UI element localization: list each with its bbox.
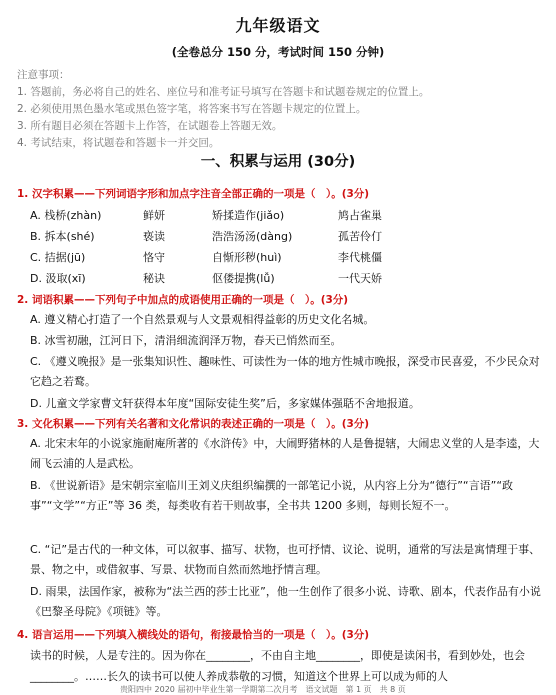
section-title: 一、积累与运用 (30分) bbox=[200, 154, 356, 170]
q1-cell: 秘诀 bbox=[143, 272, 165, 285]
question-3-stem: 3. 文化积累——下列有关名著和文化常识的表述正确的一项是（ ）。(3分) bbox=[17, 418, 370, 430]
q3-option: C. “记”是古代的一种文体，可以叙事、描写、状物，也可抒情、议论、说明，通常的写法是寓情理于事、景、物之中，或借叙事、写景、状物而自然而然地抒情言理。 bbox=[30, 543, 541, 576]
q1-cell: 恪守 bbox=[143, 251, 165, 264]
q1-cell: 一代天娇 bbox=[338, 272, 382, 285]
q1-cell: 自惭形秽(huì) bbox=[212, 251, 282, 264]
q2-option: D. 儿童文学家曹文轩获得本年度“国际安徒生奖”后，多家媒体强聒不舍地报道。 bbox=[30, 397, 420, 410]
q1-cell: D. 汲取(xī) bbox=[30, 272, 86, 285]
q1-cell: A. 栈桥(zhàn) bbox=[30, 209, 102, 222]
question-2-stem: 2. 词语积累——下列句子中加点的成语使用正确的一项是（ ）。(3分) bbox=[17, 294, 349, 306]
q1-cell: 鸠占雀巢 bbox=[338, 209, 382, 222]
q3-option: D. 雨果，法国作家，被称为“法兰西的莎士比亚”，他一生创作了很多小说、诗歌、剧本，代表作品有小说《巴黎圣母院》《项链》等。 bbox=[30, 585, 541, 618]
q1-cell: B. 拆本(shé) bbox=[30, 230, 95, 243]
note-item: 2. 必须使用黑色墨水笔或黑色签字笔，将答案书写在答题卡规定的位置上。 bbox=[17, 103, 367, 115]
q3-option: A. 北宋末年的小说家施耐庵所著的《水浒传》中，大闹野猪林的人是鲁提辖，大闹忠义堂的人是李逵，大闹飞云浦的人是武松。 bbox=[30, 437, 540, 470]
notes-label: 注意事项： bbox=[17, 69, 70, 81]
question-1-stem: 1. 汉字积累——下列词语字形和加点字注音全部正确的一项是（ ）。(3分) bbox=[17, 188, 370, 200]
page-subtitle: (全卷总分 150 分，考试时间 150 分钟) bbox=[171, 45, 385, 59]
q1-cell: 鲜妍 bbox=[143, 209, 165, 222]
q1-cell: 孤苦伶仃 bbox=[338, 230, 382, 243]
question-4-stem: 4. 语言运用——下列填入横线处的语句，衔接最恰当的一项是（ ）。(3分) bbox=[17, 629, 370, 641]
q2-option: C. 《遵义晚报》是一张集知识性、趣味性、可读性为一体的地方性城市晚报，深受市民喜爱，不少民众对它趋之若鹜。 bbox=[30, 355, 540, 388]
page-footer: 贵阳四中 2020 届初中毕业生第一学期第二次月考 语文试题 第 1 页 共 8 页 bbox=[120, 685, 406, 694]
note-item: 4. 考试结束，将试题卷和答题卡一并交回。 bbox=[17, 137, 220, 149]
note-item: 3. 所有题目必须在答题卡上作答，在试题卷上答题无效。 bbox=[17, 120, 283, 132]
q4-paragraph: 读书的时候，人是专注的。因为你在________，不由自主地________，即使是读闲书，看到妙处，也会________。……长久的读书可以使人养成恭敬的习惯，知道这个世界上可以成为师的人 bbox=[30, 649, 525, 683]
page-title: 九年级语文 bbox=[235, 16, 321, 35]
q2-option: A. 遵义精心打造了一个自然景观与人文景观相得益彰的历史文化名城。 bbox=[30, 313, 375, 326]
q1-cell: 李代桃僵 bbox=[338, 251, 382, 264]
q2-option: B. 冰雪初融，江河日下，清涓细流润泽万物，春天已悄然而至。 bbox=[30, 334, 342, 347]
notes-block bbox=[17, 67, 547, 152]
q1-cell: C. 拮据(jū) bbox=[30, 251, 86, 264]
q1-cell: 亵读 bbox=[143, 230, 165, 243]
q1-cell: 浩浩汤汤(dàng) bbox=[212, 230, 293, 243]
q1-cell: 伛偻提携(lǚ) bbox=[212, 272, 275, 285]
q3-option: B. 《世说新语》是宋朝宗室临川王刘义庆组织编撰的一部笔记小说，从内容上分为“德行”“言语”“政事”“文学”“方正”等 36 类，每类收有若干则故事，全书共 1200 多则，每则长短不一。 bbox=[30, 479, 514, 512]
q1-cell: 矫揉造作(jiǎo) bbox=[212, 209, 285, 222]
note-item: 1. 答题前，务必将自己的姓名、座位号和准考证号填写在答题卡和试题卷规定的位置上。 bbox=[17, 86, 430, 98]
